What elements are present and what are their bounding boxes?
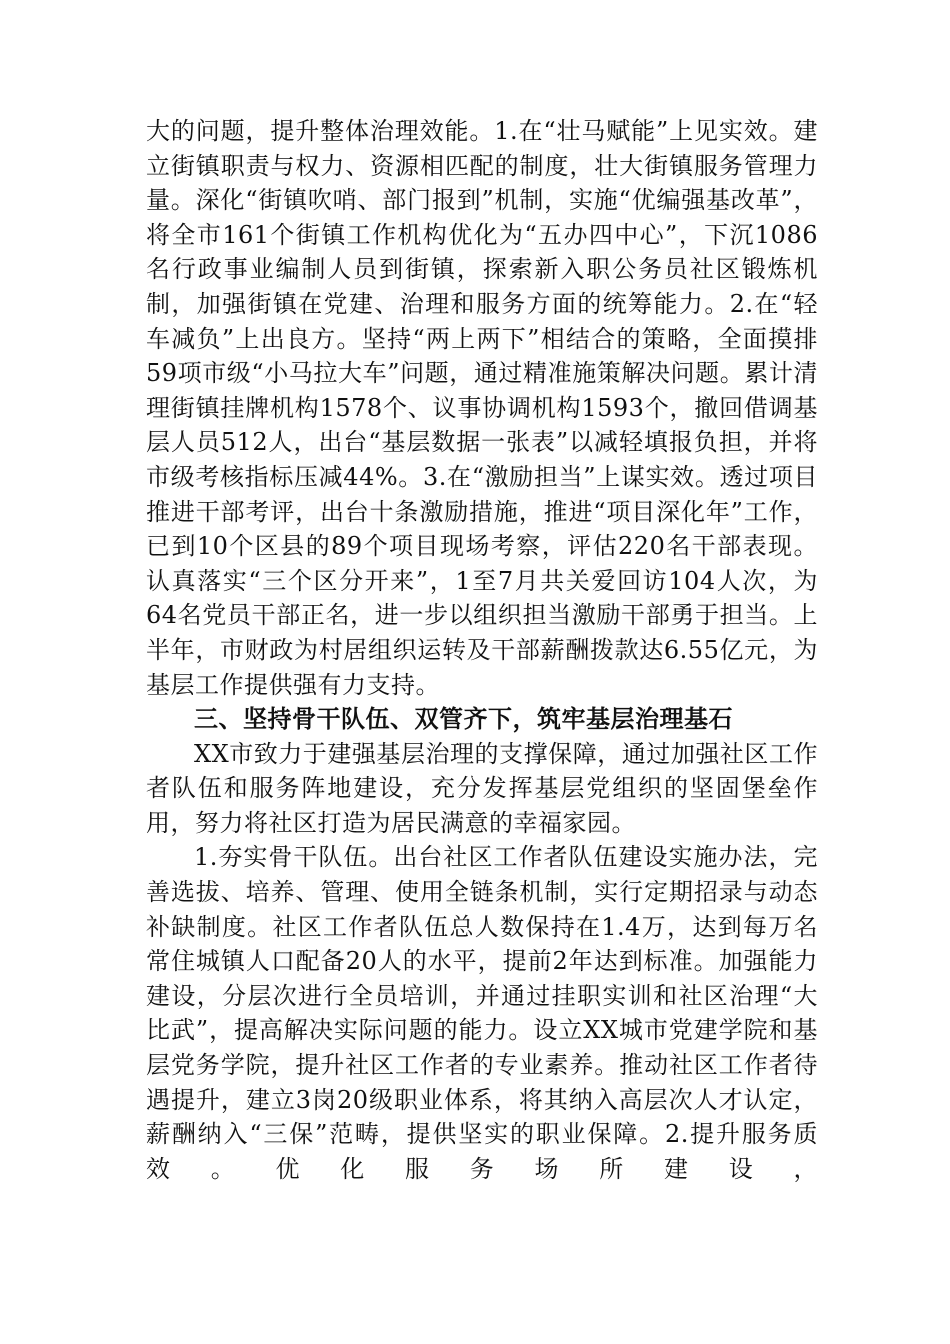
section-heading-3: 三、坚持骨干队伍、双管齐下，筑牢基层治理基石: [194, 705, 733, 734]
document-body: [146, 114, 818, 1186]
paragraph-2: XX市致力于建强基层治理的支撑保障，通过加强社区工作者队伍和服务阵地建设，充分发挥基层党组织的坚固堡垒作用，努力将社区打造为居民满意的幸福家园。: [146, 739, 818, 837]
paragraph-1: 大的问题，提升整体治理效能。1.在“壮马赋能”上见实效。建立街镇职责与权力、资源相匹配的制度，壮大街镇服务管理力量。深化“街镇吹哨、部门报到”机制，实施“优编强基改革”，将全市161个街镇工作机构优化为“五办四中心”，下沉1086名行政事业编制人员到街镇，探索新入职公务员社区锻炼机制，加强街镇在党建、治理和服务方面的统筹能力。2.在“轻车减负”上出良方。坚持“两上两下”相结合的策略，全面摸排59项市级“小马拉大车”问题，通过精准施策解决问题。累计清理街镇挂牌机构1578个、议事协调机构1593个，撤回借调基层人员512人，出台“基层数据一张表”以减轻填报负担，并将市级考核指标压减44%。3.在“激励担当”上谋实效。透过项目推进干部考评，出台十条激励措施，推进“项目深化年”工作，已到10个区县的89个项目现场考察，评估220名干部表现。认真落实“三个区分开来”，1至7月共关爱回访104人次，为64名党员干部正名，进一步以组织担当激励干部勇于担当。上半年，市财政为村居组织运转及干部薪酬拨款达6.55亿元，为基层工作提供强有力支持。: [146, 117, 818, 699]
paragraph-3: 1.夯实骨干队伍。出台社区工作者队伍建设实施办法，完善选拔、培养、管理、使用全链条机制，实行定期招录与动态补缺制度。社区工作者队伍总人数保持在1.4万，达到每万名常住城镇人口配备20人的水平，提前2年达到标准。加强能力建设，分层次进行全员培训，并通过挂职实训和社区治理“大比武”，提高解决实际问题的能力。设立XX城市党建学院和基层党务学院，提升社区工作者的专业素养。推动社区工作者待遇提升，建立3岗20级职业体系，将其纳入高层次人才认定，薪酬纳入“三保”范畴，提供坚实的职业保障。2.提升服务质效。优化服务场所建设，: [146, 843, 818, 1183]
